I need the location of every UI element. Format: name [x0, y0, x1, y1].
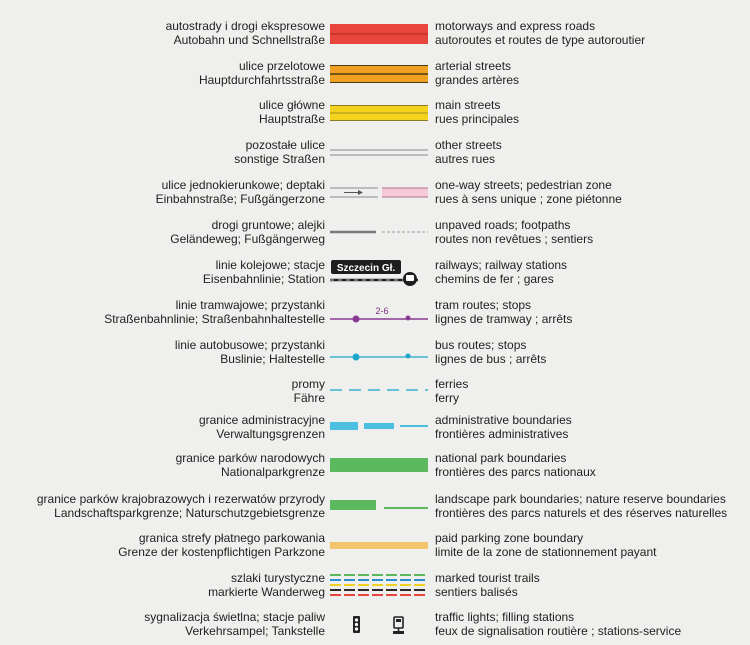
legend-row-railways: [0, 259, 750, 293]
legend-label-en: landscape park boundaries; nature reserve boundaries: [435, 492, 726, 506]
tram-sample-label: 2-6: [375, 306, 389, 316]
legend-label-fr: routes non revêtues ; sentiers: [435, 231, 594, 246]
legend-label-de: Nationalparkgrenze: [220, 464, 325, 479]
legend-label-en: marked tourist trails: [435, 571, 540, 585]
legend-row-national-park: [0, 452, 750, 486]
legend-label-pl: granica strefy płatnego parkowania: [138, 531, 325, 545]
legend-row-landscape-park: [0, 493, 750, 527]
legend-label-en: tram routes; stops: [435, 298, 532, 312]
tram-symbol: [330, 299, 428, 327]
legend-label-pl: szlaki turystyczne: [230, 571, 325, 585]
legend-label-pl: autostrady i drogi ekspresowe: [165, 19, 325, 33]
legend-label-pl: promy: [291, 377, 325, 391]
legend-label-fr: feux de signalisation routière ; stations-service: [435, 623, 682, 638]
legend-label-de: Autobahn und Schnellstraße: [173, 32, 325, 47]
legend-row-other-streets: [0, 139, 750, 173]
admin-boundary-symbol: [330, 414, 428, 442]
legend-label-de: Geländeweg; Fußgängerweg: [170, 231, 325, 246]
legend-row-ferries: [0, 378, 750, 412]
unpaved-footpath-symbol: [330, 219, 428, 247]
legend-label-en: unpaved roads; footpaths: [435, 218, 571, 232]
arterial-street-symbol: [330, 60, 428, 88]
legend-label-de: Landschaftsparkgrenze; Naturschutzgebietsgrenze: [54, 505, 325, 520]
other-street-symbol: [330, 139, 428, 167]
main-street-symbol: [330, 99, 428, 127]
legend-label-en: main streets: [435, 98, 501, 112]
legend-label-de: markierte Wanderweg: [208, 584, 325, 599]
legend-row-traffic-lights: [0, 611, 750, 645]
legend-label-de: Hauptdurchfahrtsstraße: [198, 72, 325, 87]
legend-row-tourist-trails: [0, 572, 750, 606]
legend-label-fr: limite de la zone de stationnement payant: [435, 544, 657, 559]
national-park-symbol: [330, 452, 428, 480]
legend-label-fr: lignes de tramway ; arrêts: [435, 311, 573, 326]
tourist-trail-symbol: [330, 572, 428, 600]
legend-row-paid-parking: [0, 532, 750, 566]
one-way-pedestrian-symbol: [330, 179, 428, 207]
legend-label-en: arterial streets: [435, 59, 512, 73]
legend-label-de: Buslinie; Haltestelle: [220, 351, 325, 366]
bus-symbol: [330, 339, 428, 367]
legend-label-de: sonstige Straßen: [234, 151, 325, 166]
legend-label-fr: rues à sens unique ; zone piétonne: [435, 191, 622, 206]
legend-row-unpaved: [0, 219, 750, 253]
fuel-pump-icon: [393, 617, 404, 634]
legend-label-fr: frontières des parcs nationaux: [435, 464, 596, 479]
legend-label-en: one-way streets; pedestrian zone: [435, 178, 612, 192]
traffic-fuel-symbol: [330, 611, 428, 639]
legend-label-fr: frontières des parcs naturels et des réserves naturelles: [435, 505, 728, 520]
legend-label-en: bus routes; stops: [435, 338, 527, 352]
legend-label-fr: frontières administratives: [435, 426, 569, 441]
legend-label-pl: linie autobusowe; przystanki: [174, 338, 325, 352]
legend-label-de: Grenze der kostenpflichtigen Parkzone: [118, 544, 325, 559]
legend-label-de: Einbahnstraße; Fußgängerzone: [155, 191, 325, 206]
legend-label-fr: sentiers balisés: [435, 584, 518, 599]
station-sample-label: Szczecin Gł.: [336, 263, 396, 274]
legend-row-tram: [0, 299, 750, 333]
legend-label-en: ferries: [435, 377, 469, 391]
ferry-symbol: [330, 378, 428, 406]
legend-row-motorways: [0, 20, 750, 54]
legend-row-admin-boundaries: [0, 414, 750, 448]
railway-symbol: [330, 259, 428, 287]
legend-label-de: Fähre: [293, 390, 325, 405]
legend-label-de: Straßenbahnlinie; Straßenbahnhaltestelle: [104, 311, 325, 326]
legend-label-pl: ulice główne: [258, 98, 325, 112]
legend-row-bus: [0, 339, 750, 373]
legend-label-fr: chemins de fer ; gares: [435, 271, 554, 286]
legend-label-pl: pozostałe ulice: [245, 138, 325, 152]
legend-label-pl: ulice jednokierunkowe; deptaki: [161, 178, 325, 192]
legend-label-pl: granice parków narodowych: [175, 451, 325, 465]
legend-label-pl: granice administracyjne: [198, 413, 325, 427]
legend-label-pl: drogi gruntowe; alejki: [211, 218, 325, 232]
legend-row-arterial: [0, 60, 750, 94]
legend-label-fr: autoroutes et routes de type autoroutier: [435, 32, 646, 47]
legend-label-en: traffic lights; filling stations: [435, 610, 575, 624]
legend-label-en: administrative boundaries: [435, 413, 572, 427]
legend-label-en: other streets: [435, 138, 502, 152]
legend-label-de: Hauptstraße: [258, 111, 325, 126]
legend-label-fr: rues principales: [435, 111, 520, 126]
legend-label-pl: linie tramwajowe; przystanki: [175, 298, 325, 312]
legend-label-en: motorways and express roads: [435, 19, 596, 33]
legend-row-one-way: [0, 179, 750, 213]
legend-label-en: paid parking zone boundary: [435, 531, 584, 545]
paid-parking-symbol: [330, 532, 428, 560]
legend-label-de: Verkehrsampel; Tankstelle: [185, 623, 325, 638]
landscape-park-symbol: [330, 493, 428, 521]
legend-label-de: Verwaltungsgrenzen: [216, 426, 325, 441]
legend-label-pl: linie kolejowe; stacje: [215, 258, 325, 272]
legend-label-fr: autres rues: [435, 151, 496, 166]
legend-label-pl: ulice przelotowe: [238, 59, 325, 73]
legend-label-de: Eisenbahnlinie; Station: [202, 271, 325, 286]
legend-label-fr: grandes artères: [435, 72, 520, 87]
legend-label-fr: ferry: [435, 390, 459, 405]
legend-label-pl: granice parków krajobrazowych i rezerwatów przyrody: [36, 492, 325, 506]
legend-row-main-streets: [0, 99, 750, 133]
legend-label-pl: sygnalizacja świetlna; stacje paliw: [144, 610, 325, 624]
legend-label-en: national park boundaries: [435, 451, 567, 465]
traffic-light-icon: [353, 616, 360, 633]
motorway-symbol: [330, 20, 428, 48]
legend-label-fr: lignes de bus ; arrêts: [435, 351, 547, 366]
legend-label-en: railways; railway stations: [435, 258, 568, 272]
